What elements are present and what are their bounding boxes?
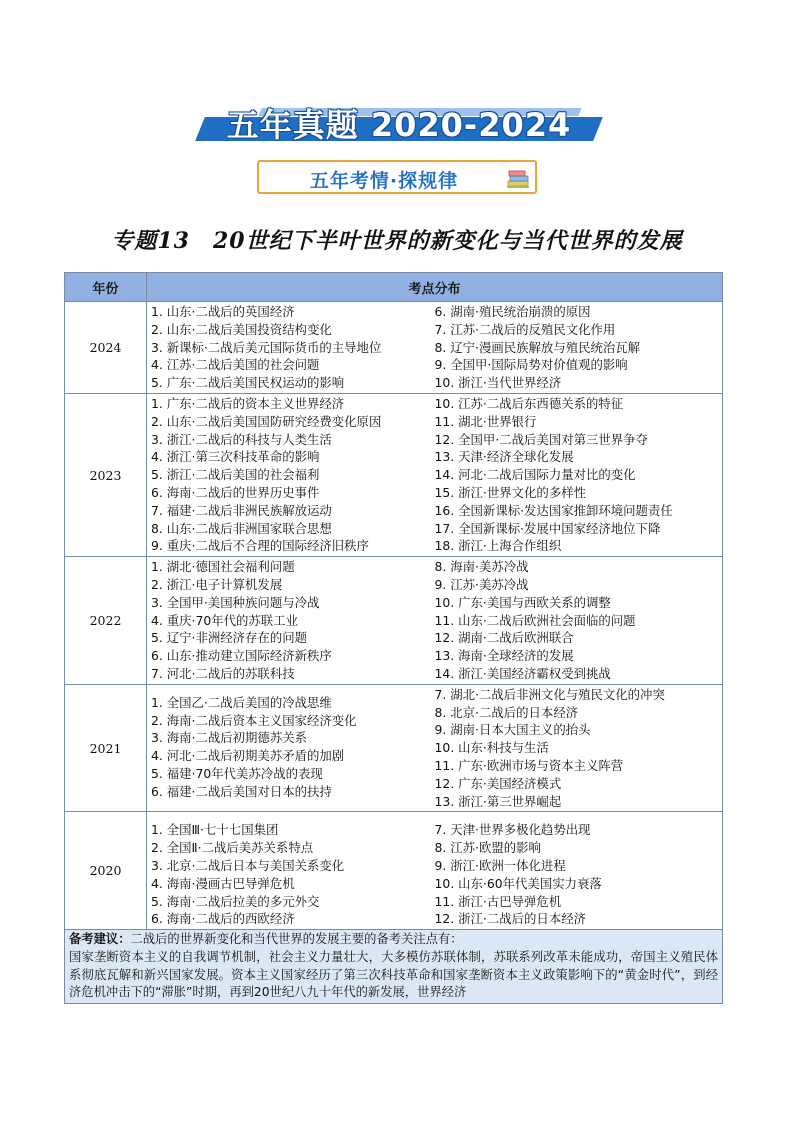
list-item: 12. 全国甲·二战后美国对第三世界争夺 [434,431,648,447]
table-row [65,302,723,394]
list-item: 18. 浙江·上海合作组织 [434,538,562,554]
list-item: 13. 海南·全球经济的发展 [434,648,574,664]
list-item: 1. 山东·二战后的英国经济 [151,304,295,319]
title-banner [200,100,598,144]
subtitle-text: 五年考情·探规律 [309,170,459,192]
list-item: 4. 河北·二战后初期美苏矛盾的加剧 [151,748,345,764]
items-cell [147,684,723,812]
list-item: 11. 湖北·世界银行 [434,413,537,429]
list-item: 7. 湖北·二战后非洲文化与殖民文化的冲突 [434,686,665,702]
list-item: 12. 湖南·二战后欧洲联合 [434,630,574,646]
list-item: 2. 山东·二战后美国国防研究经费变化原因 [151,413,382,429]
list-item: 3. 海南·二战后初期德苏关系 [151,730,307,746]
topic-title: 专题13 20世纪下半叶世界的新变化与当代世界的发展 [111,228,683,254]
list-item: 11. 山东·二战后欧洲社会面临的问题 [434,612,636,628]
list-item: 1. 广东·二战后的资本主义世界经济 [151,395,345,411]
list-item: 1. 全国乙·二战后美国的冷战思维 [151,694,332,710]
table-header-row [65,273,723,302]
list-item: 2. 浙江·电子计算机发展 [151,576,283,592]
list-item: 4. 海南·漫画古巴导弹危机 [151,875,295,891]
list-item: 1. 全国Ⅲ·七十七国集团 [151,822,279,838]
header-items: 考点分布 [147,273,723,302]
list-item: 3. 北京·二战后日本与美国关系变化 [151,857,345,873]
list-item: 15. 浙江·世界文化的多样性 [434,484,586,500]
list-item: 13. 天津·经济全球化发展 [434,449,574,465]
year-cell: 2024 [65,302,147,394]
year-cell: 2022 [65,557,147,685]
items-cell [147,393,723,556]
list-item: 9. 浙江·欧洲一体化进程 [434,857,566,873]
exam-distribution-table [64,272,723,1004]
table-row [65,393,723,556]
table-row [65,812,723,930]
list-item: 9. 湖南·日本大国主义的抬头 [434,722,591,738]
list-item: 8. 辽宁·漫画民族解放与殖民统治瓦解 [434,339,641,355]
list-item: 11. 广东·欧洲市场与资本主义阵营 [434,757,624,773]
list-item: 2. 山东·二战后美国投资结构变化 [151,321,332,337]
list-item: 9. 江苏·美苏冷战 [434,576,529,592]
list-item: 10. 江苏·二战后东西德关系的特征 [434,395,624,411]
table-row [65,684,723,812]
items-cell [147,557,723,685]
list-item: 6. 福建·二战后美国对日本的扶持 [151,783,332,799]
year-cell: 2023 [65,393,147,556]
list-item: 7. 河北·二战后的苏联科技 [151,665,295,681]
list-item: 7. 福建·二战后非洲民族解放运动 [151,502,332,518]
list-item: 9. 全国甲·国际局势对价值观的影响 [434,357,628,373]
banner-title: 五年真题 2020-2024 [226,106,572,144]
list-item: 3. 浙江·二战后的科技与人类生活 [151,431,332,447]
list-item: 10. 山东·60年代美国实力衰落 [434,875,602,891]
advice-row [65,930,723,1004]
list-item: 1. 湖北·德国社会福利问题 [151,559,295,575]
list-item: 4. 江苏·二战后美国的社会问题 [151,357,320,373]
list-item: 6. 山东·推动建立国际经济新秩序 [151,648,332,664]
list-item: 10. 浙江·当代世界经济 [434,375,562,391]
list-item: 3. 新课标·二战后美元国际货币的主导地位 [151,339,382,355]
list-item: 16. 全国新课标·发达国家推卸环境问题责任 [434,502,673,518]
list-item: 4. 重庆·70年代的苏联工业 [151,612,298,628]
list-item: 2. 海南·二战后资本主义国家经济变化 [151,712,357,728]
header-year: 年份 [65,273,147,302]
list-item: 6. 湖南·殖民统治崩溃的原因 [434,304,591,319]
list-item: 5. 福建·70年代美苏冷战的表现 [151,765,323,781]
year-cell: 2020 [65,812,147,930]
list-item: 5. 广东·二战后美国民权运动的影响 [151,375,345,391]
year-cell: 2021 [65,684,147,812]
list-item: 7. 江苏·二战后的反殖民文化作用 [434,321,616,337]
list-item: 5. 海南·二战后拉美的多元外交 [151,893,320,909]
list-item: 8. 山东·二战后非洲国家联合思想 [151,520,332,536]
list-item: 14. 浙江·美国经济霸权受到挑战 [434,665,611,681]
list-item: 8. 海南·美苏冷战 [434,559,529,575]
list-item: 3. 全国甲·美国种族问题与冷战 [151,594,320,610]
list-item: 4. 浙江·第三次科技革命的影响 [151,449,320,465]
list-item: 14. 河北·二战后国际力量对比的变化 [434,467,636,483]
list-item: 9. 重庆·二战后不合理的国际经济旧秩序 [151,538,369,554]
list-item: 6. 海南·二战后的世界历史事件 [151,484,320,500]
list-item: 6. 海南·二战后的西欧经济 [151,911,295,927]
items-cell [147,812,723,930]
books-icon [505,166,531,190]
list-item: 7. 天津·世界多极化趋势出现 [434,822,591,838]
exam-advice [65,930,723,1004]
list-item: 8. 江苏·欧盟的影响 [434,840,541,856]
list-item: 10. 广东·美国与西欧关系的调整 [434,594,611,610]
list-item: 5. 辽宁·非洲经济存在的问题 [151,630,307,646]
list-item: 8. 北京·二战后的日本经济 [434,704,579,720]
list-item: 17. 全国新课标·发展中国家经济地位下降 [434,520,661,536]
advice-lead: 二战后的世界新变化和当代世界的发展主要的备考关注点有： [130,932,463,947]
table-row [65,557,723,685]
list-item: 13. 浙江·第三世界崛起 [434,793,562,809]
items-cell [147,302,723,394]
list-item: 5. 浙江·二战后美国的社会福利 [151,467,320,483]
list-item: 2. 全国Ⅱ·二战后美苏关系特点 [151,840,314,856]
list-item: 11. 浙江·古巴导弹危机 [434,893,562,909]
advice-label: 备考建议： [69,932,131,947]
subtitle-box [257,160,537,194]
list-item: 10. 山东·科技与生活 [434,740,549,756]
list-item: 12. 广东·美国经济模式 [434,775,562,791]
list-item: 12. 浙江·二战后的日本经济 [434,911,586,927]
advice-body: 国家垄断资本主义的自我调节机制，社会主义力量壮大，大多模仿苏联体制，苏联系列改革未能成功，帝国主义殖民体系彻底瓦解和新兴国家发展。资本主义国家经历了第三次科技革命和国家垄断资本主义政策影响下的“黄金时代”，到经济危机冲击下的“滞胀”时期，再到20世纪八九十年代的新发展，世界经济 [69,949,718,1000]
